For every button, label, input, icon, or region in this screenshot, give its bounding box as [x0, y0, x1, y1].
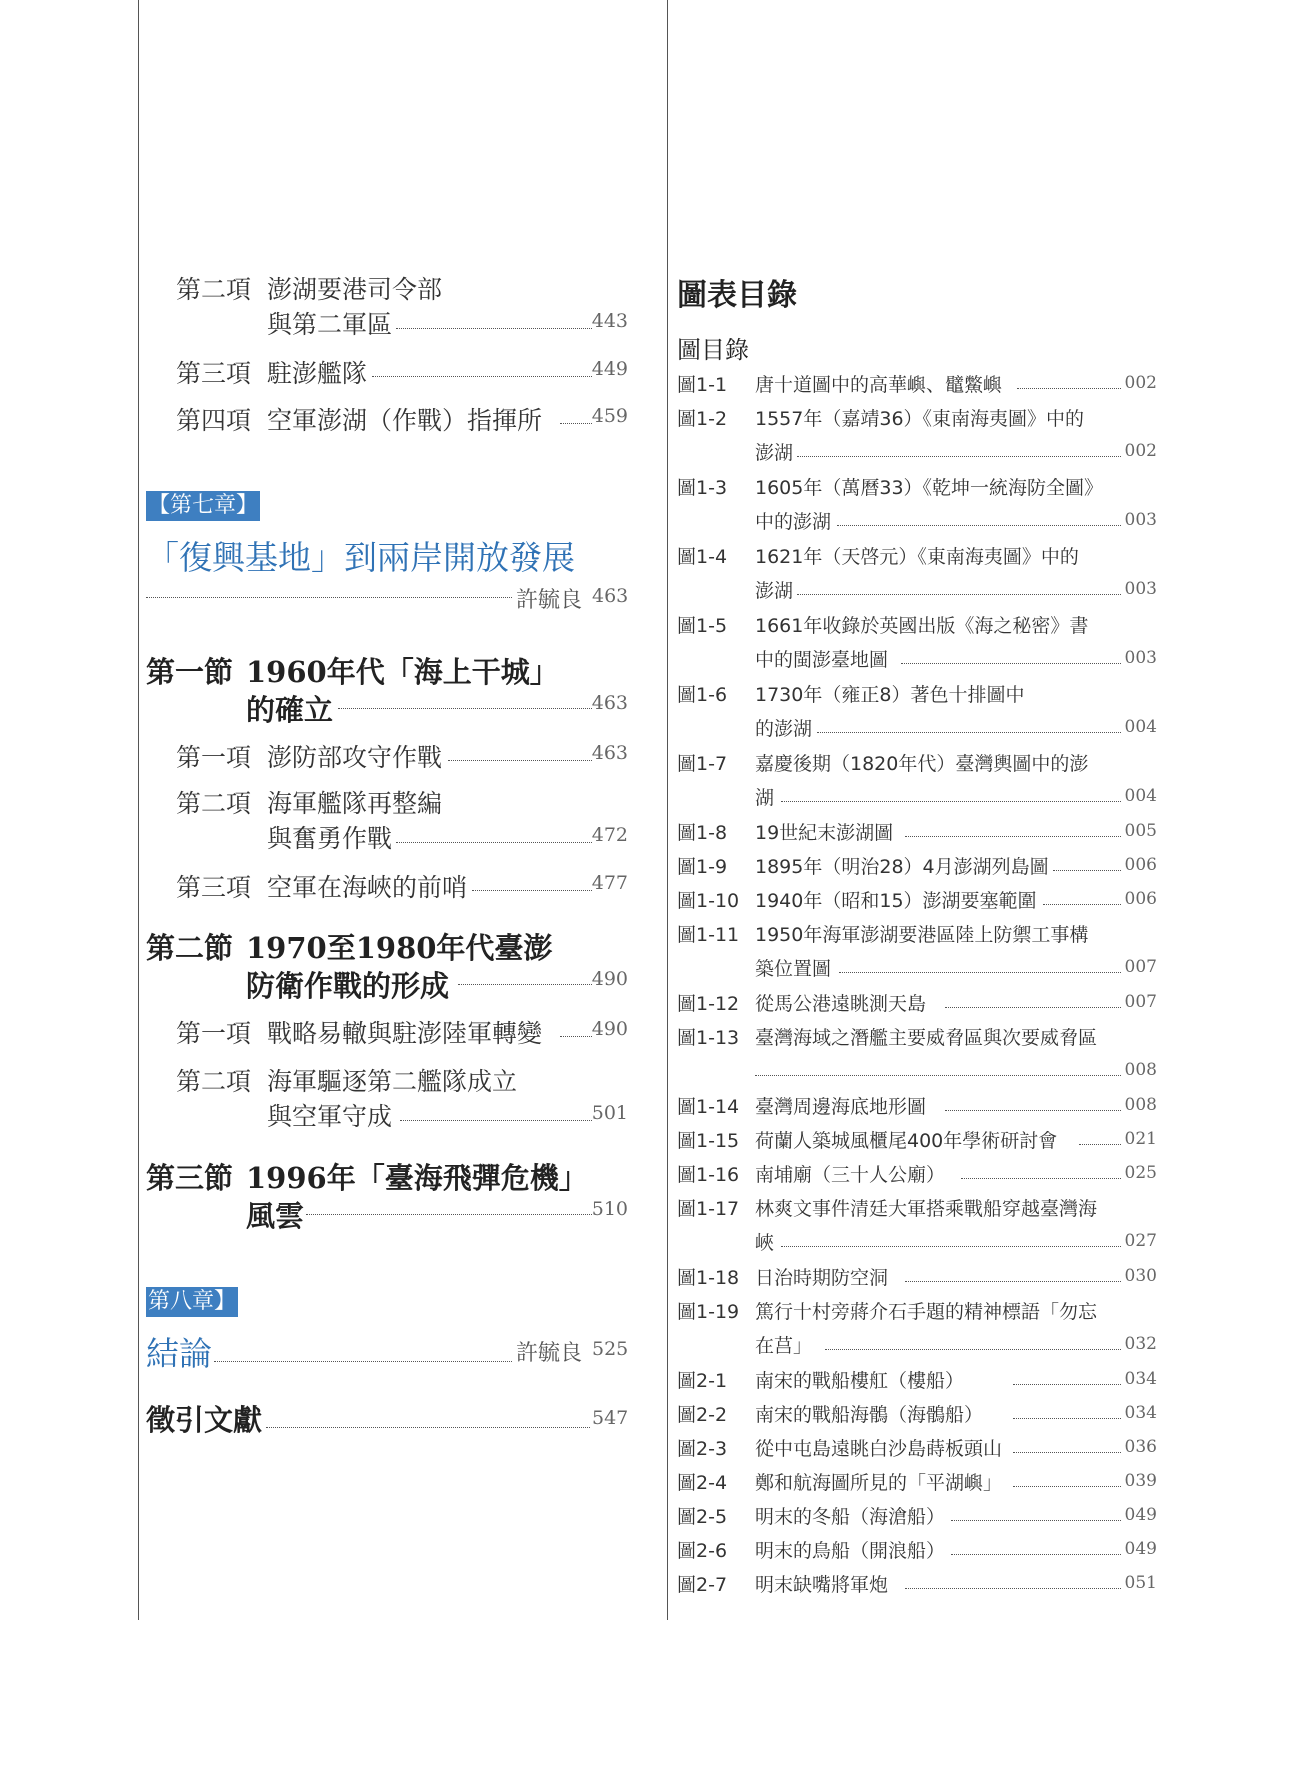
dot-leader [266, 1427, 590, 1428]
dot-leader [905, 1281, 1121, 1282]
chapter-title[interactable]: 結論 [146, 1334, 212, 1373]
dot-leader [1017, 388, 1121, 389]
figure-number: 圖2-7 [677, 1574, 728, 1596]
page-number: 051 [1124, 1573, 1157, 1593]
column-divider [667, 0, 668, 1620]
dot-leader [560, 1036, 592, 1037]
figure-number: 圖1-14 [677, 1096, 740, 1118]
figure-title: 從馬公港遠眺測天島 [755, 993, 927, 1015]
figure-number: 圖1-2 [677, 408, 728, 430]
section-title: 1960年代「海上干城」 [246, 655, 559, 689]
figure-number: 圖2-3 [677, 1438, 728, 1460]
page-number: 034 [1124, 1403, 1157, 1423]
toc-entry[interactable] [176, 1062, 628, 1134]
page-number: 003 [1124, 648, 1157, 668]
entry-number: 第一項 [176, 1019, 252, 1048]
entry-number: 第三項 [176, 873, 252, 902]
entry-number: 第二項 [176, 1067, 252, 1096]
figure-number: 圖1-16 [677, 1164, 740, 1186]
figure-title: 1730年（雍正8）著色十排圖中 [755, 684, 1025, 706]
dot-leader [839, 972, 1121, 973]
figure-title-continued: 澎湖 [755, 442, 794, 464]
chapter-author: 許毓良 [516, 588, 583, 613]
page-number: 463 [591, 742, 628, 764]
page-number: 032 [1124, 1334, 1157, 1354]
dot-leader [951, 1520, 1121, 1521]
figure-number: 圖1-3 [677, 477, 728, 499]
page-number: 002 [1124, 373, 1157, 393]
figure-title: 明末缺嘴將軍炮 [755, 1574, 889, 1596]
page-number: 443 [591, 310, 628, 332]
entry-number: 第三項 [176, 359, 252, 388]
page-number: 030 [1124, 1266, 1157, 1286]
page-number: 007 [1124, 957, 1157, 977]
page-number: 472 [591, 824, 628, 846]
dot-leader [306, 1214, 592, 1215]
dot-leader [396, 842, 592, 843]
dot-leader [825, 1349, 1121, 1350]
entry-number: 第二項 [176, 789, 252, 818]
dot-leader [817, 732, 1121, 733]
section-title-continued: 防衛作戰的形成 [246, 969, 450, 1003]
dot-leader [1013, 1486, 1121, 1487]
figure-title: 唐十道圖中的高華嶼、鼊鱉嶼 [755, 374, 1003, 396]
page-number: 003 [1124, 579, 1157, 599]
figure-title: 1940年（昭和15）澎湖要塞範圍 [755, 890, 1037, 912]
dot-leader [1053, 870, 1121, 871]
dot-leader [338, 708, 592, 709]
figure-title-continued: 築位置圖 [755, 958, 832, 980]
dot-leader [901, 663, 1121, 664]
dot-leader [1013, 1452, 1121, 1453]
page-number: 008 [1124, 1060, 1157, 1080]
figure-title: 1950年海軍澎湖要港區陸上防禦工事構 [755, 924, 1089, 946]
figure-number: 圖1-4 [677, 546, 728, 568]
page-number: 007 [1124, 992, 1157, 1012]
section-number: 第二節 [146, 931, 234, 965]
figure-title-continued: 中的閩澎臺地圖 [755, 649, 889, 671]
page-number: 039 [1124, 1471, 1157, 1491]
figure-title-continued: 峽 [755, 1232, 775, 1254]
entry-title-continued: 與第二軍區 [267, 310, 393, 339]
figures-subheading: 圖目錄 [677, 336, 749, 364]
page-number: 525 [592, 1338, 629, 1360]
dot-leader [797, 594, 1121, 595]
entry-title: 澎防部攻守作戰 [267, 743, 443, 772]
page-number: 006 [1124, 855, 1157, 875]
figure-number: 圖1-15 [677, 1130, 740, 1152]
figure-title: 1661年收錄於英國出版《海之秘密》書 [755, 615, 1089, 637]
figure-title: 嘉慶後期（1820年代）臺灣輿圖中的澎 [755, 753, 1089, 775]
figure-title-continued: 澎湖 [755, 580, 794, 602]
entry-number: 第四項 [176, 406, 252, 435]
figure-number: 圖1-13 [677, 1027, 740, 1049]
figure-number: 圖1-10 [677, 890, 740, 912]
page-number: 501 [591, 1102, 628, 1124]
figure-title: 19世紀末澎湖圖 [755, 822, 894, 844]
dot-leader [945, 1007, 1121, 1008]
figure-title: 1605年（萬曆33）《乾坤一統海防全圖》 [755, 477, 1104, 499]
section-number: 第三節 [146, 1161, 234, 1195]
figure-number: 圖2-6 [677, 1540, 728, 1562]
dot-leader [472, 890, 592, 891]
entry-title: 澎湖要港司令部 [267, 275, 443, 304]
figure-number: 圖1-9 [677, 856, 728, 878]
figure-title: 從中屯島遠眺白沙島蒔板頭山 [755, 1438, 1003, 1460]
page-number: 004 [1124, 786, 1157, 806]
figure-title-continued: 中的澎湖 [755, 511, 832, 533]
figure-title: 南宋的戰船海鶻（海鶻船） [755, 1404, 984, 1426]
entry-number: 第二項 [176, 275, 252, 304]
figure-number: 圖1-6 [677, 684, 728, 706]
page-number: 490 [591, 968, 628, 990]
dot-leader [400, 1120, 592, 1121]
figure-number: 圖1-11 [677, 924, 740, 946]
entry-title: 戰略易轍與駐澎陸軍轉變 [267, 1019, 543, 1048]
page-number: 547 [592, 1407, 629, 1429]
figure-number: 圖2-2 [677, 1404, 728, 1426]
page-number: 008 [1124, 1095, 1157, 1115]
dot-leader [945, 1110, 1121, 1111]
dot-leader [797, 456, 1121, 457]
toc-section[interactable] [146, 926, 628, 1006]
figure-number: 圖1-12 [677, 993, 740, 1015]
dot-leader [560, 423, 592, 424]
dot-leader [781, 801, 1121, 802]
dot-leader [905, 836, 1121, 837]
dot-leader [448, 760, 592, 761]
page-number: 049 [1124, 1539, 1157, 1559]
dot-leader [396, 328, 592, 329]
page-number: 034 [1124, 1369, 1157, 1389]
chapter-label: 【第七章】 [146, 491, 260, 521]
page-number: 490 [591, 1018, 628, 1040]
chapter-title[interactable]: 「復興基地」到兩岸開放發展 [146, 538, 575, 577]
figure-title-continued: 湖 [755, 787, 775, 809]
figure-number: 圖1-7 [677, 753, 728, 775]
page-number: 510 [591, 1198, 628, 1220]
figure-title: 明末的冬船（海滄船） [755, 1506, 946, 1528]
toc-entry[interactable] [176, 270, 628, 342]
references-title[interactable]: 徵引文獻 [146, 1403, 263, 1437]
dot-leader [961, 1178, 1121, 1179]
figure-number: 圖2-1 [677, 1370, 728, 1392]
section-number: 第一節 [146, 655, 234, 689]
page-number: 021 [1124, 1129, 1157, 1149]
page-number: 477 [591, 872, 628, 894]
page-number: 463 [592, 585, 629, 607]
page-number: 004 [1124, 717, 1157, 737]
page-number: 002 [1124, 441, 1157, 461]
list-of-figures-heading: 圖表目錄 [677, 278, 797, 313]
figure-number: 圖1-17 [677, 1198, 740, 1220]
toc-entry[interactable] [176, 784, 628, 856]
dot-leader [1079, 1144, 1121, 1145]
figure-number: 圖1-18 [677, 1267, 740, 1289]
dot-leader [1043, 904, 1121, 905]
page-number: 005 [1124, 821, 1157, 841]
figure-title: 篤行十村旁蔣介石手題的精神標語「勿忘 [755, 1301, 1098, 1323]
page-number: 003 [1124, 510, 1157, 530]
section-title-continued: 風雲 [246, 1199, 305, 1233]
figure-number: 圖2-5 [677, 1506, 728, 1528]
figure-number: 圖1-19 [677, 1301, 740, 1323]
figure-title: 1557年（嘉靖36）《東南海夷圖》中的 [755, 408, 1085, 430]
figure-title: 林爽文事件清廷大軍搭乘戰船穿越臺灣海 [755, 1198, 1098, 1220]
figure-title: 荷蘭人築城風櫃尾400年學術研討會 [755, 1130, 1058, 1152]
entry-title-continued: 與空軍守成 [267, 1102, 393, 1131]
entry-title: 海軍驅逐第二艦隊成立 [267, 1067, 518, 1096]
figure-title: 明末的鳥船（開浪船） [755, 1540, 946, 1562]
chapter-author: 許毓良 [516, 1341, 583, 1366]
figure-title: 鄭和航海圖所見的「平湖嶼」 [755, 1472, 1003, 1494]
dot-leader [372, 376, 592, 377]
figure-number: 圖2-4 [677, 1472, 728, 1494]
figure-number: 圖1-1 [677, 374, 728, 396]
figure-title: 日治時期防空洞 [755, 1267, 889, 1289]
section-title: 1970至1980年代臺澎 [246, 931, 553, 965]
dot-leader [214, 1361, 512, 1362]
figure-title: 臺灣周邊海底地形圖 [755, 1096, 927, 1118]
dot-leader [905, 1588, 1121, 1589]
chapter-label: 第八章】 [146, 1287, 238, 1317]
figure-title-continued: 在莒」 [755, 1335, 813, 1357]
figure-title: 1895年（明治28）4月澎湖列島圖 [755, 856, 1049, 878]
entry-title: 海軍艦隊再整編 [267, 789, 443, 818]
dot-leader [781, 1246, 1121, 1247]
page-number: 049 [1124, 1505, 1157, 1525]
toc-entry[interactable] [176, 401, 628, 473]
figure-title: 南宋的戰船樓舡（樓船） [755, 1370, 965, 1392]
entry-title-continued: 與奮勇作戰 [267, 824, 393, 853]
dot-leader [1013, 1418, 1121, 1419]
figure-title: 南埔廟（三十人公廟） [755, 1164, 946, 1186]
page-number: 027 [1124, 1231, 1157, 1251]
left-margin-rule [138, 0, 139, 1620]
toc-section[interactable] [146, 650, 628, 730]
page-number: 036 [1124, 1437, 1157, 1457]
figure-title-continued: 的澎湖 [755, 718, 813, 740]
entry-title: 空軍澎湖（作戰）指揮所 [267, 406, 543, 435]
dot-leader [755, 1075, 1121, 1076]
entry-title: 空軍在海峽的前哨 [267, 873, 468, 902]
section-title: 1996年「臺海飛彈危機」 [246, 1161, 588, 1195]
dot-leader [1013, 1384, 1121, 1385]
page-number: 459 [591, 405, 628, 427]
dot-leader [951, 1554, 1121, 1555]
entry-title: 駐澎艦隊 [267, 359, 368, 388]
page-number: 449 [591, 358, 628, 380]
figure-number: 圖1-8 [677, 822, 728, 844]
page-number: 463 [591, 692, 628, 714]
dot-leader [146, 597, 512, 598]
page-number: 006 [1124, 889, 1157, 909]
section-title-continued: 的確立 [246, 693, 334, 727]
dot-leader [458, 984, 592, 985]
figure-title: 1621年（天啓元）《東南海夷圖》中的 [755, 546, 1079, 568]
dot-leader [837, 525, 1121, 526]
page-number: 025 [1124, 1163, 1157, 1183]
figure-title: 臺灣海域之潛艦主要威脅區與次要威脅區 [755, 1027, 1098, 1049]
entry-number: 第一項 [176, 743, 252, 772]
figure-number: 圖1-5 [677, 615, 728, 637]
toc-section[interactable] [146, 1156, 628, 1236]
